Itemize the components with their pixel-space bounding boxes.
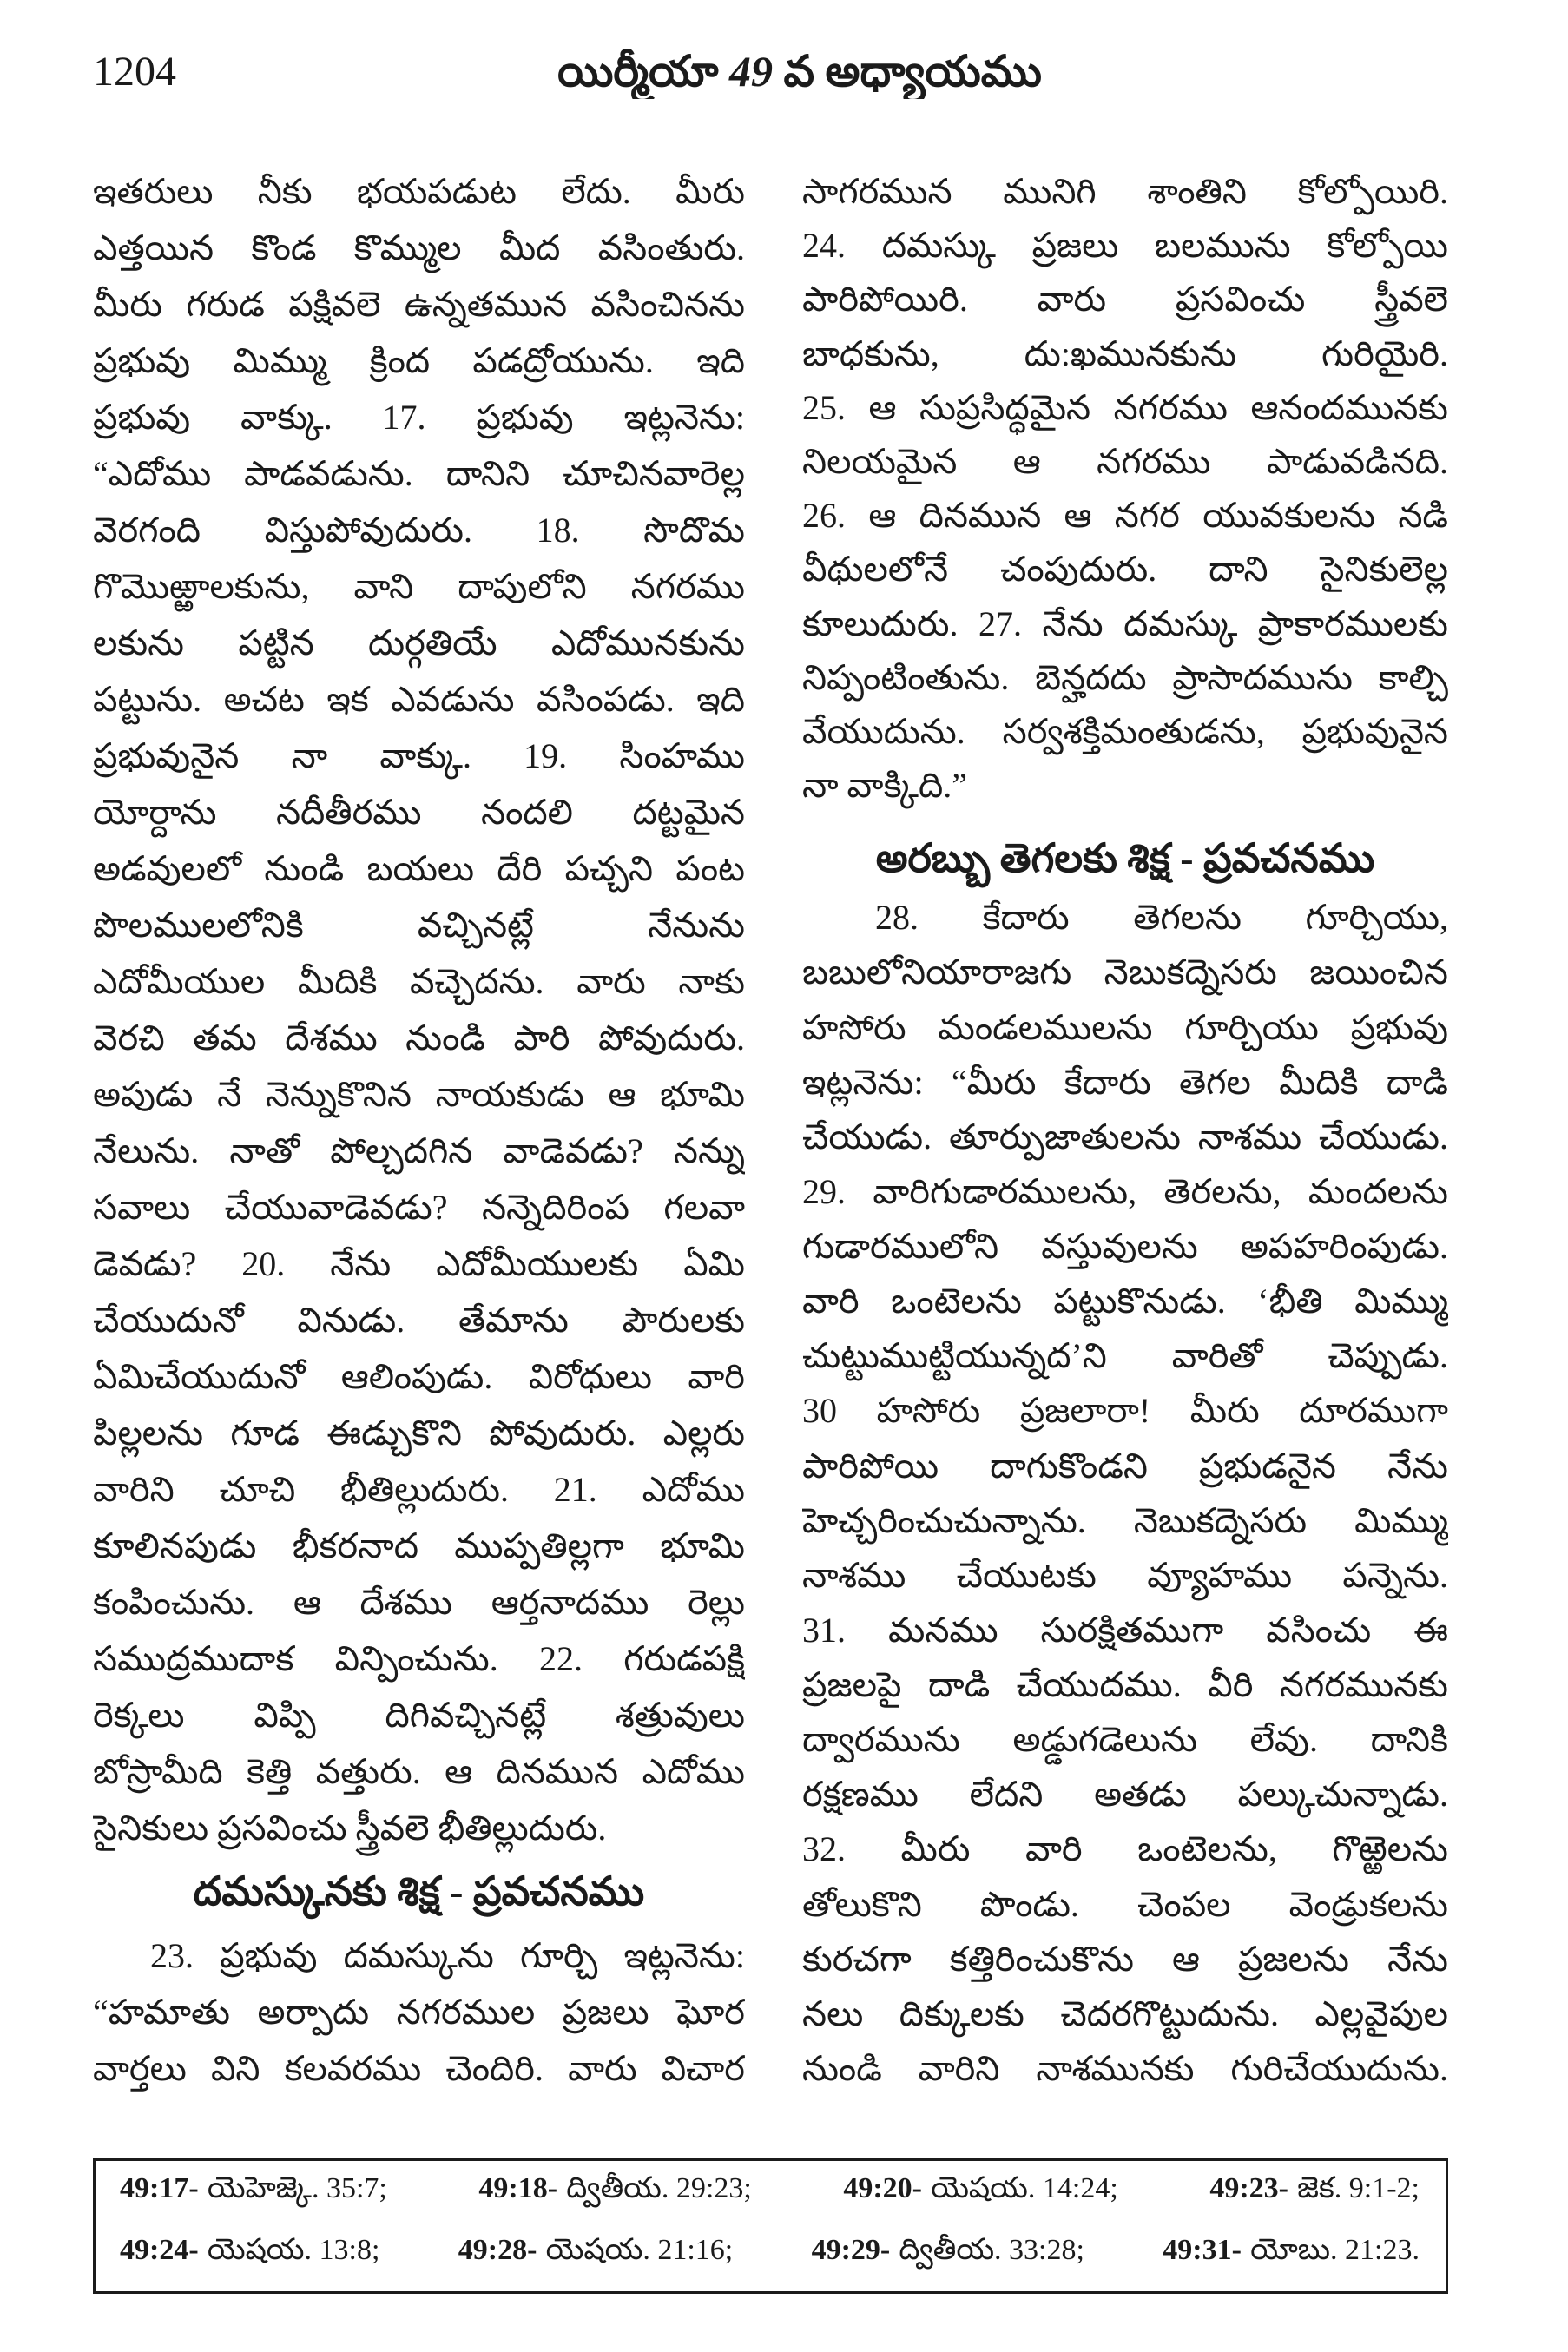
text-line: పట్టును. అచట ఇక ఎవడును వసింపడు. ఇది xyxy=(93,680,745,719)
text-line: పారిపోయి దాగుకొండని ప్రభుడనైన నేను xyxy=(802,1446,1448,1486)
text-line: వెరచి తమ దేశము నుండి పారి పోవుదురు. xyxy=(93,1018,745,1057)
text-line: ప్రజలపై దాడి చేయుదము. వీరి నగరమునకు xyxy=(802,1665,1448,1704)
footnote-text: యోబు. 21:23. xyxy=(1250,2233,1420,2266)
text-line: 28. కేదారు తెగలను గూర్చియు, xyxy=(875,898,1448,938)
footnote-ref: 49:20- xyxy=(843,2171,922,2204)
footnote-ref: 49:31- xyxy=(1163,2233,1242,2266)
text-line: హెచ్చరించుచున్నాను. నెబుకద్నెసరు మిమ్ము xyxy=(802,1500,1448,1540)
text-line: 32. మీరు వారి ఒంటెలను, గొఱ్ఱెలను xyxy=(802,1829,1448,1869)
footnote-entry xyxy=(843,2172,1117,2212)
footnote-ref: 49:28- xyxy=(458,2233,537,2266)
text-line: ఎదోమీయుల మీదికి వచ్చెదను. వారు నాకు xyxy=(93,962,745,1001)
footnote-line xyxy=(120,2161,1420,2223)
text-line: పిల్లలను గూడ ఈడ్చుకొని పోవుదురు. ఎల్లరు xyxy=(93,1413,745,1453)
running-title xyxy=(496,43,1104,99)
text-line: ఇట్లనెను: “మీరు కేదారు తెగల మీదికి దాడి xyxy=(802,1062,1448,1102)
text-line: బాధకును, దు:ఖమునకును గురియైరి. xyxy=(802,333,1448,373)
footnote-text: యెషయ. 21:16; xyxy=(545,2233,734,2266)
text-line: సవాలు చేయువాడెవడు? నన్నెదిరింప గలవా xyxy=(93,1188,745,1227)
text-line: నా వాక్కిది.” xyxy=(802,766,967,806)
text-line: “ఎదోము పాడవడును. దానిని చూచినవారెల్ల xyxy=(93,454,745,493)
text-line: 23. ప్రభువు దమస్కును గూర్చి ఇట్లనెను: xyxy=(150,1936,745,1975)
text-line: నిప్పంటింతును. బెన్హదదు ప్రాసాదమును కాల్చి xyxy=(802,657,1448,697)
text-line: లకును పట్టిన దుర్గతియే ఎదోమునకును xyxy=(93,623,745,662)
text-line: గుడారములోని వస్తువులను అపహరింపుడు. xyxy=(802,1227,1448,1266)
text-line: 26. ఆ దినమున ఆ నగర యువకులను నడి xyxy=(802,496,1448,536)
footnote-text: ద్వితీయ. 29:23; xyxy=(566,2171,752,2204)
footnote-entry xyxy=(1163,2234,1420,2274)
text-line: ఏమిచేయుదునో ఆలింపుడు. విరోధులు వారి xyxy=(93,1357,745,1396)
text-line: వేయుదును. సర్వశక్తిమంతుడను, ప్రభువునైన xyxy=(802,711,1448,751)
text-line: ప్రభువు మిమ్ము క్రింద పడద్రోయును. ఇది xyxy=(93,341,745,380)
text-line: యోర్దాను నదీతీరము నందలి దట్టమైన xyxy=(93,793,745,832)
footnote-text: జెక. 9:1-2; xyxy=(1297,2171,1420,2204)
text-line: సాగరమున మునిగి శాంతిని కోల్పోయిరి. xyxy=(802,172,1448,211)
text-line: నిలయమైన ఆ నగరము పాడువడినది. xyxy=(802,441,1448,481)
text-line: చుట్టుముట్టియున్నద’ని వారితో చెప్పుడు. xyxy=(802,1336,1448,1376)
text-line: పొలములలోనికి వచ్చినట్లే నేనును xyxy=(93,906,745,945)
text-line: 24. దమస్కు ప్రజలు బలమును కోల్పోయి xyxy=(802,226,1448,266)
text-line: వెరగంది విస్తుపోవుదురు. 18. సొదొమ xyxy=(93,511,745,550)
text-line: ఇతరులు నీకు భయపడుట లేదు. మీరు xyxy=(93,172,745,211)
footnote-text: యెహెజ్కె. 35:7; xyxy=(207,2171,387,2204)
footnote-ref: 49:23- xyxy=(1209,2171,1288,2204)
text-line: 29. వారిగుడారములను, తెరలను, మందలను xyxy=(802,1171,1448,1211)
text-line: కంపించును. ఆ దేశము ఆర్తనాదము రెల్లు xyxy=(93,1583,745,1622)
text-line: డెవడు? 20. నేను ఎదోమీయులకు ఏమి xyxy=(93,1244,745,1283)
footnote-entry xyxy=(120,2172,387,2212)
text-line: కురచగా కత్తిరించుకొను ఆ ప్రజలను నేను xyxy=(802,1939,1448,1979)
footnote-entry xyxy=(1209,2172,1420,2212)
chapter-label: వ అధ్యాయము xyxy=(783,47,1042,96)
footnote-entry xyxy=(458,2234,733,2274)
text-line: 31. మనము సురక్షితముగా వసించు ఈ xyxy=(802,1610,1448,1650)
footnote-ref: 49:17- xyxy=(120,2171,199,2204)
text-line: చేయుదునో వినుడు. తేమాను పౌరులకు xyxy=(93,1301,745,1340)
page-number: 1204 xyxy=(93,49,176,95)
text-line: కూలుదురు. 27. నేను దమస్కు ప్రాకారములకు xyxy=(802,603,1448,643)
text-line: ప్రభువునైన నా వాక్కు. 19. సింహము xyxy=(93,736,745,775)
footnote-entry xyxy=(478,2172,751,2212)
text-line: గొమొఱ్ఱాలకును, వాని దాపులోని నగరము xyxy=(93,567,745,606)
text-line: ప్రభువు వాక్కు. 17. ప్రభువు ఇట్లనెను: xyxy=(93,398,745,437)
footnote-entry xyxy=(120,2234,379,2274)
section-heading: అరబ్బు తెగలకు శిక్ష - ప్రవచనము xyxy=(875,836,1375,881)
book-name: యిర్మీయా xyxy=(557,47,719,96)
text-line: రక్షణము లేదని అతడు పల్కుచున్నాడు. xyxy=(802,1775,1448,1815)
footnote-ref: 49:18- xyxy=(478,2171,558,2204)
text-line: సముద్రముదాక విన్పించును. 22. గరుడపక్షి xyxy=(93,1639,745,1678)
text-line: 25. ఆ సుప్రసిద్ధమైన నగరము ఆనందమునకు xyxy=(802,387,1448,427)
text-line: ద్వారమును అడ్డుగడెలును లేవు. దానికి xyxy=(802,1720,1448,1760)
text-line: అడవులలో నుండి బయలు దేరి పచ్చని పంట xyxy=(93,849,745,888)
text-line: 30 హసోరు ప్రజలారా! మీరు దూరముగా xyxy=(802,1391,1448,1431)
text-line: “హమాతు అర్పాదు నగరముల ప్రజలు ఘోర xyxy=(93,1993,745,2032)
text-line: వీథులలోనే చంపుదురు. దాని సైనికులెల్ల xyxy=(802,550,1448,590)
footnote-text: ద్వితీయ. 33:28; xyxy=(899,2233,1084,2266)
text-line: నేలును. నాతో పోల్చదగిన వాడెవడు? నన్ను xyxy=(93,1131,745,1170)
text-line: పారిపోయిరి. వారు ప్రసవించు స్త్రీవలె xyxy=(802,280,1448,320)
text-line: మీరు గరుడ పక్షివలె ఉన్నతమున వసించినను xyxy=(93,285,745,324)
text-line: కూలినపుడు భీకరనాద ముప్పతిల్లగా భూమి xyxy=(93,1526,745,1565)
text-line: సైనికులు ప్రసవించు స్త్రీవలె భీతిల్లుదురు. xyxy=(93,1808,607,1848)
footnote-ref: 49:29- xyxy=(811,2233,891,2266)
cross-reference-box xyxy=(93,2158,1448,2294)
left-column xyxy=(93,163,745,2097)
text-line: బబులోనియారాజగు నెబుకద్నెసరు జయించిన xyxy=(802,952,1448,992)
footnote-line xyxy=(120,2223,1420,2284)
text-line: అపుడు నే నెన్నుకొనిన నాయకుడు ఆ భూమి xyxy=(93,1075,745,1114)
text-line: నలు దిక్కులకు చెదరగొట్టుదును. ఎల్లవైపుల xyxy=(802,1993,1448,2033)
text-line: నుండి వారిని నాశమునకు గురిచేయుదును. xyxy=(802,2048,1448,2088)
right-column xyxy=(802,165,1448,2096)
chapter-number: 49 xyxy=(728,47,773,96)
text-line: తోలుకొని పొండు. చెంపల వెండ్రుకలను xyxy=(802,1884,1448,1924)
footnote-ref: 49:24- xyxy=(120,2233,199,2266)
text-line: బోస్రామీది కెత్తి వత్తురు. ఆ దినమున ఎదోము xyxy=(93,1752,745,1791)
text-line: వారిని చూచి భీతిల్లుదురు. 21. ఎదోము xyxy=(93,1470,745,1509)
text-line: వారి ఒంటెలను పట్టుకొనుడు. ‘భీతి మిమ్ము xyxy=(802,1281,1448,1321)
text-line: రెక్కలు విప్పి దిగివచ్చినట్లే శత్రువులు xyxy=(93,1696,745,1735)
footnote-text: యెషయ. 13:8; xyxy=(207,2233,380,2266)
section-heading: దమస్కునకు శిక్ష - ప్రవచనము xyxy=(193,1869,645,1914)
text-line: నాశము చేయుటకు వ్యూహము పన్నెను. xyxy=(802,1555,1448,1595)
text-line: హసోరు మండలములను గూర్చియు ప్రభువు xyxy=(802,1007,1448,1047)
text-line: ఎత్తయిన కొండ కొమ్ముల మీద వసింతురు. xyxy=(93,228,745,267)
text-line: చేయుడు. తూర్పుజాతులను నాశము చేయుడు. xyxy=(802,1117,1448,1156)
footnote-text: యెషయ. 14:24; xyxy=(931,2171,1118,2204)
footnote-entry xyxy=(812,2234,1084,2274)
text-line: వార్తలు విని కలవరము చెందిరి. వారు విచార xyxy=(93,2049,745,2088)
